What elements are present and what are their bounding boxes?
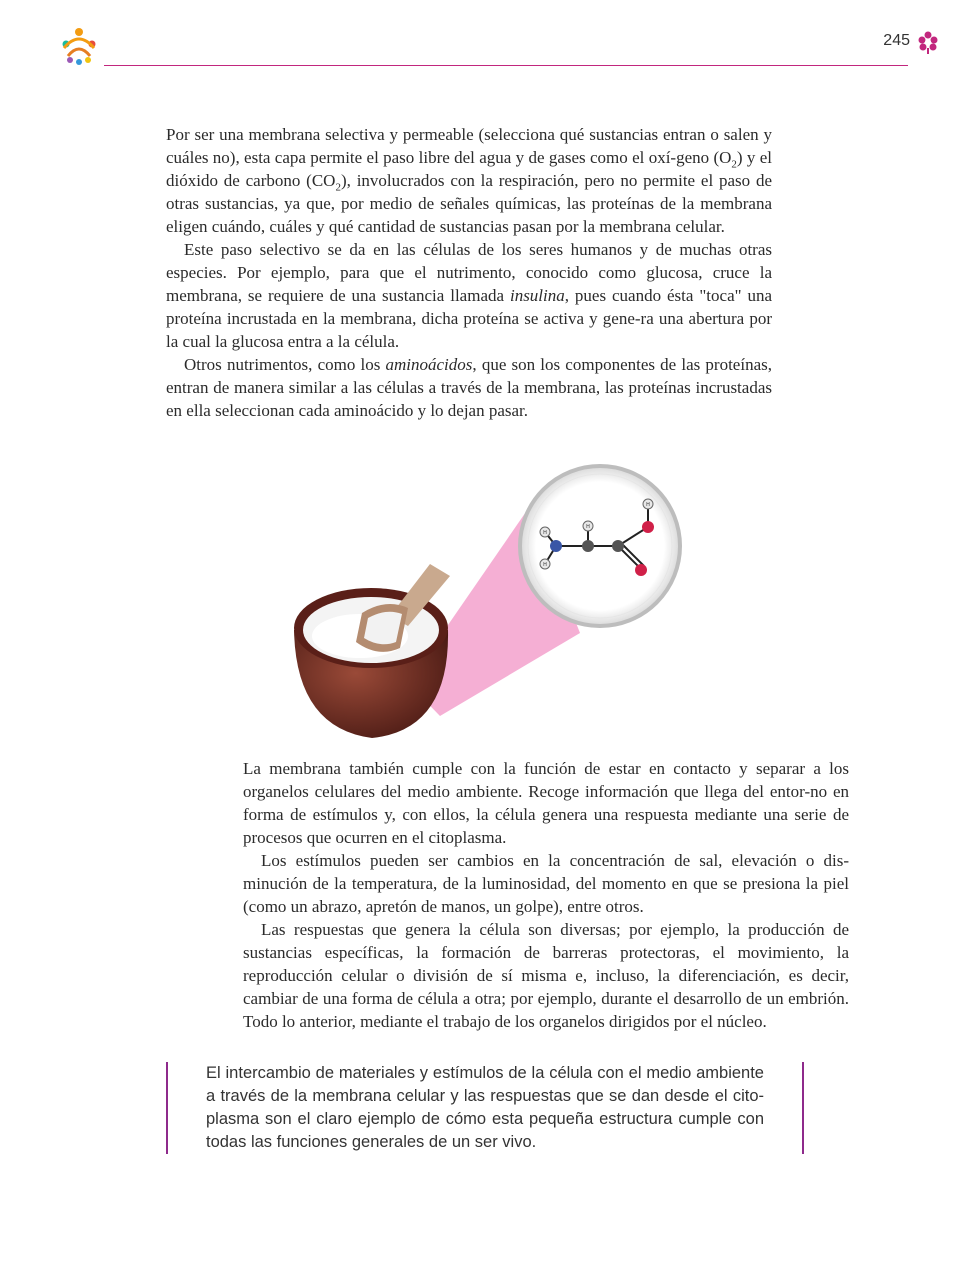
paragraph: Las respuestas que genera la célula son diversas; por ejemplo, la producción de sustancias específicas, la formación de barreras protectoras, el movimiento, la reproducción celular o división de sí misma e, incluso, la diferenciación, es decir, cambiar de una forma de célula a otra; por ejemplo, durante el desarrollo de un embrión. Todo lo anterior, mediante el trabajo de los organelos dirigidos por el núcleo. [243, 920, 849, 1031]
book-logo-icon [56, 24, 102, 70]
main-text-top [166, 123, 772, 422]
term-aminoacidos: aminoácidos [385, 355, 473, 374]
page-number: 245 [883, 32, 910, 49]
atom-label: H [646, 502, 650, 508]
oxygen-atom [642, 521, 654, 533]
callout-left-bar [166, 1062, 168, 1154]
paragraph: Otros nutrimentos, como los aminoácidos, que son los componentes de las proteínas, entran de manera similar a las células a través de la membrana, las proteínas incrustadas en ella seleccionan cada aminoácido y lo dejan pasar. [166, 355, 772, 420]
paragraph: Este paso selectivo se da en las células de los seres humanos y de muchas otras especies. Por ejemplo, para que el nutrimento, conocido como glucosa, cruce la membrana, se requiere de una sustancia llamada insulina, pues cuando ésta "toca" una proteína incrustada en la membrana, dicha proteína se activa y gene-ra una abertura por la cual la glucosa entra a la célula. [166, 240, 773, 351]
paragraph: La membrana también cumple con la función de estar en contacto y separar a los organelos celulares del medio ambiente. Recoge información que llega del entor-no en forma de estímulos y, con ellos, la célula genera una respuesta mediante una serie de procesos que ocurren en el citoplasma. [243, 759, 849, 847]
term-insulina: insulina [509, 286, 565, 305]
main-text-bottom [243, 757, 849, 1033]
molecule-zoom-circle [520, 466, 680, 626]
amino-acid-illustration [290, 458, 690, 743]
atom-label: H [543, 562, 547, 568]
carbon-atom [582, 540, 594, 552]
paragraph: Por ser una membrana selectiva y permeable (selecciona qué sustancias entran o salen y cuáles no), esta capa permite el paso libre del agua y de gases como el oxí-geno $(O_2)$ y el dióxido de carbono $(CO_2)$, involucrados con la respiración, pero no permite el paso de otras sustancias, ya que, por medio de señales químicas, las proteínas de la membrana eligen cuándo, cuáles y qué cantidad de sustancias pasan por la membrana celular. [166, 125, 772, 236]
nitrogen-atom [550, 540, 562, 552]
callout-right-bar [802, 1062, 804, 1154]
oxygen-atom [635, 564, 647, 576]
carbon-atom [612, 540, 624, 552]
header-rule [104, 65, 908, 66]
paragraph: Los estímulos pueden ser cambios en la concentración de sal, elevación o dis-minución de la temperatura, de la luminosidad, del momento en que se presiona la piel (como un abrazo, apretón de manos, un golpe), entre otros. [243, 851, 849, 916]
flower-ornament-icon [917, 30, 939, 54]
summary-callout [166, 1062, 804, 1154]
atom-label: H [586, 524, 590, 530]
atom-label: H [543, 530, 547, 536]
callout-text: El intercambio de materiales y estímulos de la célula con el medio ambiente a través de la membrana celular y las respuestas que se dan desde el cito-plasma son el claro ejemplo de cómo esta pequeña estructura cumple con todas las funciones generales de un ser vivo. [206, 1064, 764, 1151]
